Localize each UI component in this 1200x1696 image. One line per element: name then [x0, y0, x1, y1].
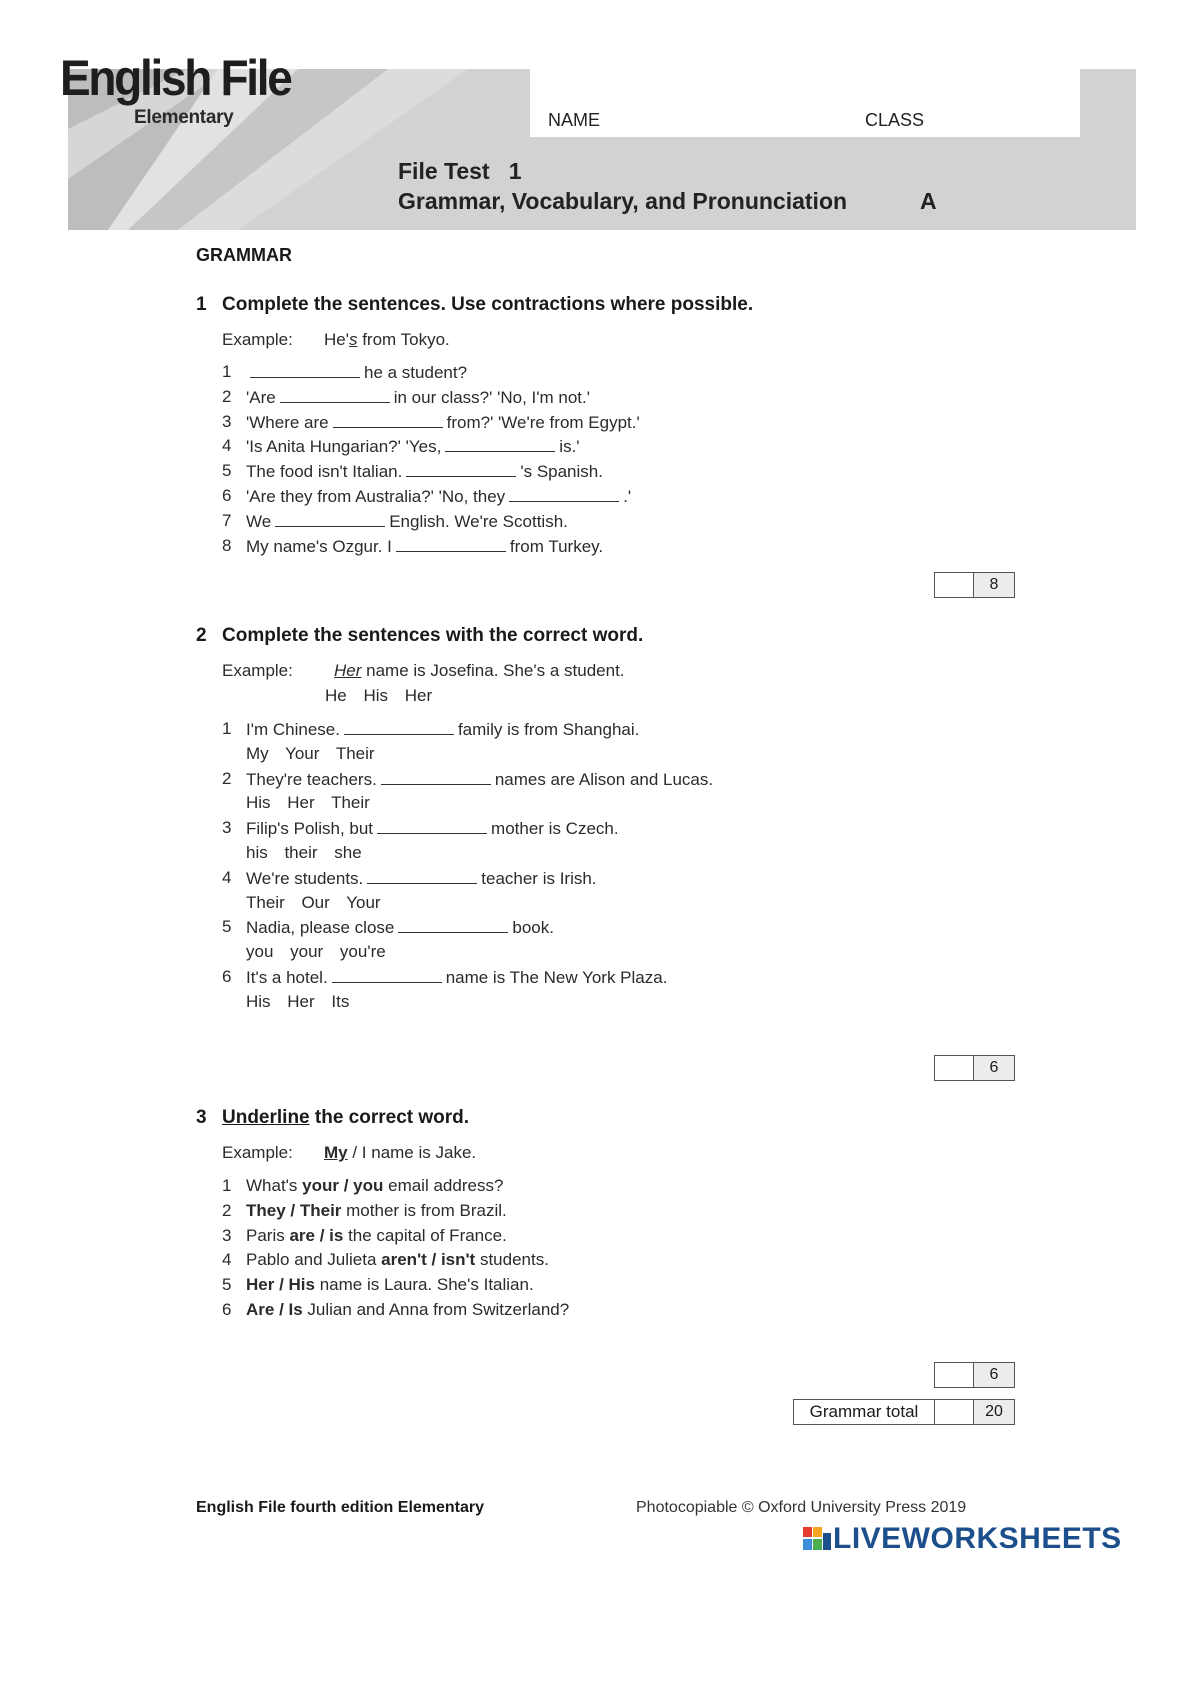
q1-example [222, 330, 450, 350]
item-number: 7 [222, 510, 232, 530]
item-number: 8 [222, 535, 232, 555]
item-text-after: students. [475, 1250, 549, 1270]
example-answer: s [348, 330, 358, 349]
item-text [246, 1250, 549, 1270]
q2-item [222, 967, 982, 989]
q3-instruction: the correct word. [309, 1107, 470, 1128]
item-text-after: mother is from Brazil. [341, 1200, 507, 1220]
item-text-before: The food isn't Italian. [246, 462, 403, 482]
item-number: 1 [222, 719, 232, 738]
q1-item [222, 387, 922, 409]
q1-score-box [934, 572, 1015, 598]
section-title: GRAMMAR [196, 245, 292, 265]
word-options: his their she [246, 843, 362, 862]
item-text-after: teacher is Irish. [481, 868, 597, 888]
item-text [246, 511, 568, 532]
answer-blank[interactable] [367, 868, 477, 884]
item-text [246, 362, 467, 383]
answer-blank[interactable] [377, 818, 487, 834]
q2-example-options: He His Her [325, 686, 433, 705]
word-choice[interactable]: are / is [289, 1225, 344, 1245]
item-text [246, 1300, 569, 1320]
q3-item [222, 1300, 922, 1322]
word-choice[interactable]: aren't / isn't [381, 1250, 476, 1270]
item-text [246, 1176, 503, 1196]
item-text-after: the capital of France. [343, 1225, 507, 1245]
item-text [246, 412, 640, 433]
q2-instruction: Complete the sentences with the correct word. [222, 625, 644, 646]
q1-heading [196, 294, 753, 316]
example-text: / I name is Jake. [347, 1143, 477, 1162]
liveworksheets-text: LIVEWORKSHEETS [833, 1522, 1122, 1555]
example-label: Example: [222, 1143, 293, 1162]
logo-subtitle: Elementary [134, 107, 234, 128]
score-max: 6 [974, 1056, 1014, 1080]
item-text-after: book. [512, 918, 554, 938]
name-label: NAME [548, 110, 601, 130]
q1-items [222, 362, 922, 562]
item-text-after: is.' [559, 437, 580, 457]
item-text [246, 868, 597, 889]
item-number: 3 [222, 1225, 232, 1245]
item-text-before: Filip's Polish, but [246, 819, 374, 839]
word-options: His Her Its [246, 991, 350, 1011]
example-text: name is Josefina. She's a student. [361, 661, 625, 680]
q2-example [222, 661, 625, 681]
footer-copyright: Photocopiable © Oxford University Press 2019 [636, 1499, 967, 1516]
item-number: 2 [222, 386, 232, 406]
item-text-after: mother is Czech. [491, 819, 619, 839]
q2-item [222, 868, 982, 890]
item-text-before: 'Are they from Australia?' 'No, they [246, 487, 506, 506]
logo-title: English File [60, 50, 291, 106]
q3-instruction-underlined: Underline [222, 1107, 310, 1128]
item-text-after: in our class?' 'No, I'm not.' [393, 387, 590, 407]
item-text-after: names are Alison and Lucas. [494, 769, 714, 789]
item-text [246, 486, 631, 507]
q1-item [222, 486, 922, 508]
q3-item [222, 1250, 922, 1272]
answer-blank[interactable] [333, 412, 443, 428]
item-text-after: from Turkey. [509, 536, 604, 556]
score-max: 8 [974, 573, 1014, 597]
word-options: Their Our Your [246, 892, 381, 912]
test-version: A [920, 188, 937, 214]
q3-example [222, 1143, 476, 1163]
item-number: 2 [222, 768, 232, 788]
grammar-total-box [793, 1399, 1015, 1425]
item-number: 4 [222, 867, 232, 887]
example-label: Example: [222, 661, 293, 680]
item-text-before: They're teachers. [246, 769, 377, 789]
class-label: CLASS [865, 110, 925, 130]
item-text [246, 461, 603, 482]
q2-item [222, 719, 982, 741]
item-number: 4 [222, 1250, 232, 1270]
item-text-after: English. We're Scottish. [389, 511, 568, 531]
item-text-before: We're students. [246, 868, 364, 888]
grammar-total-input[interactable] [935, 1400, 974, 1424]
item-number: 3 [222, 818, 232, 838]
q3-items [222, 1176, 922, 1336]
q2-heading [196, 625, 643, 647]
word-options: My Your Their [246, 743, 375, 763]
grammar-total-max: 20 [974, 1400, 1014, 1424]
item-text-before: What's [246, 1176, 303, 1195]
liveworksheets-logo [803, 1522, 1122, 1556]
item-text-after: name is The New York Plaza. [445, 968, 668, 987]
item-text-before: Paris [246, 1225, 290, 1245]
item-text-after: Julian and Anna from Switzerland? [302, 1300, 570, 1319]
item-text [246, 967, 667, 988]
item-text [246, 536, 603, 557]
word-options: you your you're [246, 942, 386, 962]
q1-item [222, 461, 922, 483]
q1-number: 1 [196, 294, 207, 315]
q2-item [222, 818, 982, 840]
q1-item [222, 511, 922, 533]
item-text [246, 436, 580, 457]
example-label: Example: [222, 330, 293, 349]
answer-blank[interactable] [275, 511, 385, 527]
q3-item [222, 1275, 922, 1297]
item-text-before: It's a hotel. [246, 968, 328, 987]
item-number: 1 [222, 1176, 232, 1195]
q3-item [222, 1176, 922, 1198]
item-number: 3 [222, 411, 232, 431]
q1-item [222, 436, 922, 458]
item-text [246, 917, 554, 938]
item-text-before: We [246, 511, 272, 531]
answer-blank[interactable] [509, 486, 619, 502]
item-text-after: email address? [383, 1176, 504, 1195]
word-options: His Her Their [246, 793, 370, 813]
q1-item [222, 362, 922, 384]
item-text-after: from?' 'We're from Egypt.' [446, 412, 640, 432]
q2-items [222, 719, 982, 1019]
item-text-after: name is Laura. She's Italian. [314, 1275, 534, 1295]
item-text-before: 'Where are [246, 412, 329, 432]
item-number: 5 [222, 1275, 232, 1295]
answer-blank[interactable] [381, 769, 491, 785]
score-input[interactable] [935, 1363, 974, 1387]
answer-blank[interactable] [250, 362, 360, 378]
q2-number: 2 [196, 625, 207, 646]
item-number: 6 [222, 486, 232, 505]
item-text-after: family is from Shanghai. [457, 720, 640, 739]
example-answer: My [324, 1143, 348, 1162]
q3-number: 3 [196, 1107, 207, 1128]
item-text [246, 1275, 534, 1295]
example-answer: Her [334, 661, 362, 680]
item-number: 1 [222, 362, 232, 381]
example-text: He' [324, 330, 349, 349]
answer-blank[interactable] [344, 719, 454, 735]
item-text-after: he a student? [364, 363, 468, 382]
item-text-after: .' [623, 487, 632, 506]
score-input[interactable] [935, 573, 974, 597]
word-choice[interactable]: your / you [302, 1176, 384, 1195]
q3-item [222, 1201, 922, 1223]
item-number: 4 [222, 436, 232, 456]
q1-item [222, 412, 922, 434]
example-text: from Tokyo. [357, 330, 450, 349]
item-number: 5 [222, 461, 232, 481]
footer-book-title: English File fourth edition Elementary [196, 1499, 485, 1516]
answer-blank[interactable] [280, 387, 390, 403]
item-text-before: 'Is Anita Hungarian?' 'Yes, [246, 437, 442, 457]
item-text-before: My name's Ozgur. I [246, 536, 392, 556]
item-text [246, 1201, 507, 1221]
answer-blank[interactable] [398, 917, 508, 933]
word-choice[interactable]: Are / Is [246, 1300, 303, 1319]
item-text-before: 'Are [246, 387, 276, 407]
liveworksheets-icon [803, 1527, 833, 1551]
test-subtitle: Grammar, Vocabulary, and Pronunciation [398, 188, 848, 214]
item-number: 6 [222, 1300, 232, 1319]
name-class-bar [530, 69, 1080, 137]
item-text [246, 719, 639, 740]
item-text [246, 769, 713, 790]
answer-blank[interactable] [332, 967, 442, 983]
item-number: 2 [222, 1200, 232, 1220]
answer-blank[interactable] [406, 461, 516, 477]
answer-blank[interactable] [396, 536, 506, 552]
score-max: 6 [974, 1363, 1014, 1387]
test-title: File Test 1 [398, 158, 522, 184]
answer-blank[interactable] [445, 436, 555, 452]
item-text [246, 387, 590, 408]
q3-score-box [934, 1362, 1015, 1388]
grammar-total-label: Grammar total [794, 1400, 935, 1424]
q1-item [222, 536, 922, 558]
q3-heading [196, 1107, 469, 1129]
item-text [246, 818, 619, 839]
item-text [246, 1226, 507, 1246]
item-text-after: 's Spanish. [520, 462, 603, 482]
item-text-before: I'm Chinese. [246, 720, 340, 739]
q2-item [222, 917, 982, 939]
item-text-before: Pablo and Julieta [246, 1250, 382, 1270]
item-number: 6 [222, 967, 232, 986]
q1-instruction: Complete the sentences. Use contractions where possible. [222, 294, 754, 315]
score-input[interactable] [935, 1056, 974, 1080]
item-text-before: Nadia, please close [246, 918, 395, 938]
word-choice[interactable]: They / Their [246, 1200, 342, 1220]
q2-item [222, 769, 982, 791]
q3-item [222, 1226, 922, 1248]
word-choice[interactable]: Her / His [246, 1275, 315, 1295]
q2-score-box [934, 1055, 1015, 1081]
item-number: 5 [222, 917, 232, 937]
